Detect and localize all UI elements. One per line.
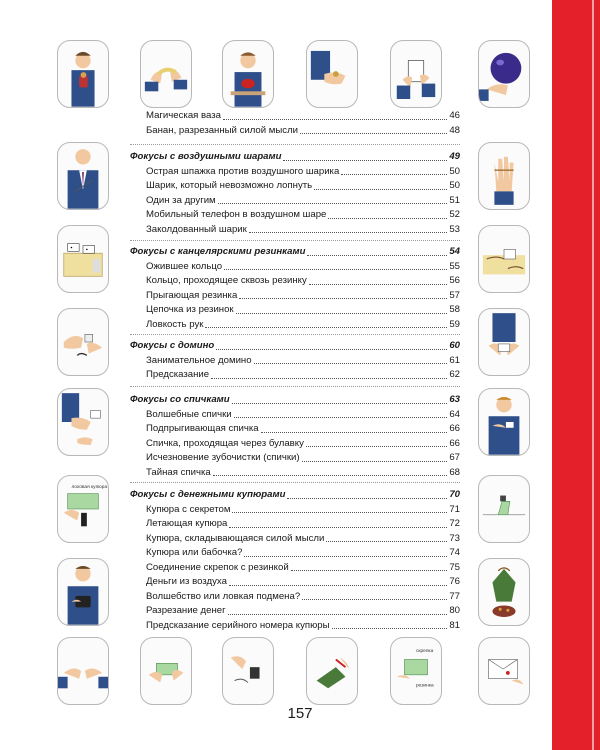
illustration-hand-with-bands xyxy=(478,142,530,210)
illustration-hands-with-paper xyxy=(57,637,109,705)
toc-item: Разрезание денег 80 xyxy=(146,605,460,616)
section-divider xyxy=(130,240,460,241)
illustration-magician-with-vase xyxy=(57,40,109,108)
toc-item: Острая шпажка против воздушного шарика 50 xyxy=(146,165,460,177)
illustration-hands-with-rubber-bands xyxy=(57,308,109,376)
border-inner-line xyxy=(592,0,594,750)
section-divider xyxy=(130,482,460,483)
toc-item: Прыгающая резинка 57 xyxy=(146,289,460,301)
toc-item: Волшебные спички 64 xyxy=(146,408,460,420)
toc-item: Подпрыгивающая спичка 66 xyxy=(146,423,460,434)
illustration-hand-with-matches xyxy=(57,388,109,456)
section-divider xyxy=(130,386,460,387)
illustration-hands-with-banana xyxy=(140,40,192,108)
toc-item: Предсказание 62 xyxy=(146,369,460,380)
banknote-label: лоховая купюра xyxy=(71,484,108,490)
illustration-hands-with-card-2 xyxy=(478,308,530,376)
toc-item: Соединение скрепок с резинкой 75 xyxy=(146,561,460,573)
toc-item: Исчезновение зубочистки (спички) 67 xyxy=(146,452,460,463)
toc-section-title: Фокусы с канцелярскими резинками 54 xyxy=(130,246,460,257)
toc-item: Шарик, который невозможно лопнуть 50 xyxy=(146,180,460,191)
toc-item: Тайная спичка 68 xyxy=(146,466,460,478)
toc-item: Ожившее кольцо 55 xyxy=(146,260,460,272)
toc-item: Волшебство или ловкая подмена? 77 xyxy=(146,590,460,602)
toc-item: Занимательное домино 61 xyxy=(146,354,460,366)
toc-item: Деньги из воздуха 76 xyxy=(146,576,460,587)
illustration-banknote-with-clip xyxy=(390,637,442,705)
toc-section-domino xyxy=(130,339,460,383)
toc-item: Один за другим 51 xyxy=(146,194,460,206)
clip-label: скрепка xyxy=(416,648,434,654)
illustration-hand-with-scissors xyxy=(306,637,358,705)
toc-item: Цепочка из резинок 58 xyxy=(146,304,460,315)
toc-section-rubber-bands xyxy=(130,245,460,332)
toc-section-banknotes xyxy=(130,488,460,633)
illustration-magician-with-matches xyxy=(478,388,530,456)
illustration-hands-with-card xyxy=(390,40,442,108)
illustration-hand-with-clips xyxy=(222,637,274,705)
toc-item: Купюра с секретом 71 xyxy=(146,503,460,515)
illustration-banknote-labeled xyxy=(57,475,109,543)
toc-item: Летающая купюра 72 xyxy=(146,518,460,529)
section-divider xyxy=(130,144,460,145)
toc-section-title: Фокусы с домино 60 xyxy=(130,340,460,351)
toc-item: Банан, разрезанный силой мысли 48 xyxy=(146,124,460,136)
toc-section-balloons xyxy=(130,150,460,237)
illustration-money-bag-tied xyxy=(478,558,530,626)
section-divider xyxy=(130,334,460,335)
illustration-magician-with-balloon xyxy=(222,40,274,108)
toc-item: Купюра или бабочка? 74 xyxy=(146,547,460,558)
border-wave-pattern xyxy=(545,0,559,750)
toc-item: Ловкость рук 59 xyxy=(146,318,460,330)
illustration-envelope xyxy=(478,637,530,705)
toc-item: Заколдованный шарик 53 xyxy=(146,223,460,235)
toc-item: Мобильный телефон в воздушном шаре 52 xyxy=(146,209,460,220)
toc-section-matches xyxy=(130,393,460,480)
illustration-rubber-band-tray xyxy=(478,225,530,293)
toc-section-title: Фокусы с воздушными шарами 49 xyxy=(130,151,460,162)
toc-section-title: Фокусы со спичками 63 xyxy=(130,394,460,405)
toc-item: Спичка, проходящая через булавку 66 xyxy=(146,437,460,449)
illustration-folded-banknote xyxy=(478,475,530,543)
illustration-magician-with-skewer xyxy=(57,142,109,210)
toc-item: Купюра, складывающаяся силой мысли 73 xyxy=(146,532,460,544)
toc-section-title: Фокусы с денежными купюрами 70 xyxy=(130,489,460,500)
toc-section-0 xyxy=(130,109,460,138)
page-number: 157 xyxy=(287,705,313,722)
illustration-hands-with-banknote xyxy=(140,637,192,705)
rubber-label: резинка xyxy=(416,683,434,689)
illustration-dominoes-box xyxy=(57,225,109,293)
illustration-magician-with-wallet xyxy=(57,558,109,626)
toc-item: Кольцо, проходящее сквозь резинку 56 xyxy=(146,275,460,286)
toc-item: Предсказание серийного номера купюры 81 xyxy=(146,619,460,631)
toc-item: Магическая ваза 46 xyxy=(146,110,460,121)
illustration-purple-balloon xyxy=(478,40,530,108)
decorative-red-border xyxy=(552,0,600,750)
illustration-hand-with-coin xyxy=(306,40,358,108)
